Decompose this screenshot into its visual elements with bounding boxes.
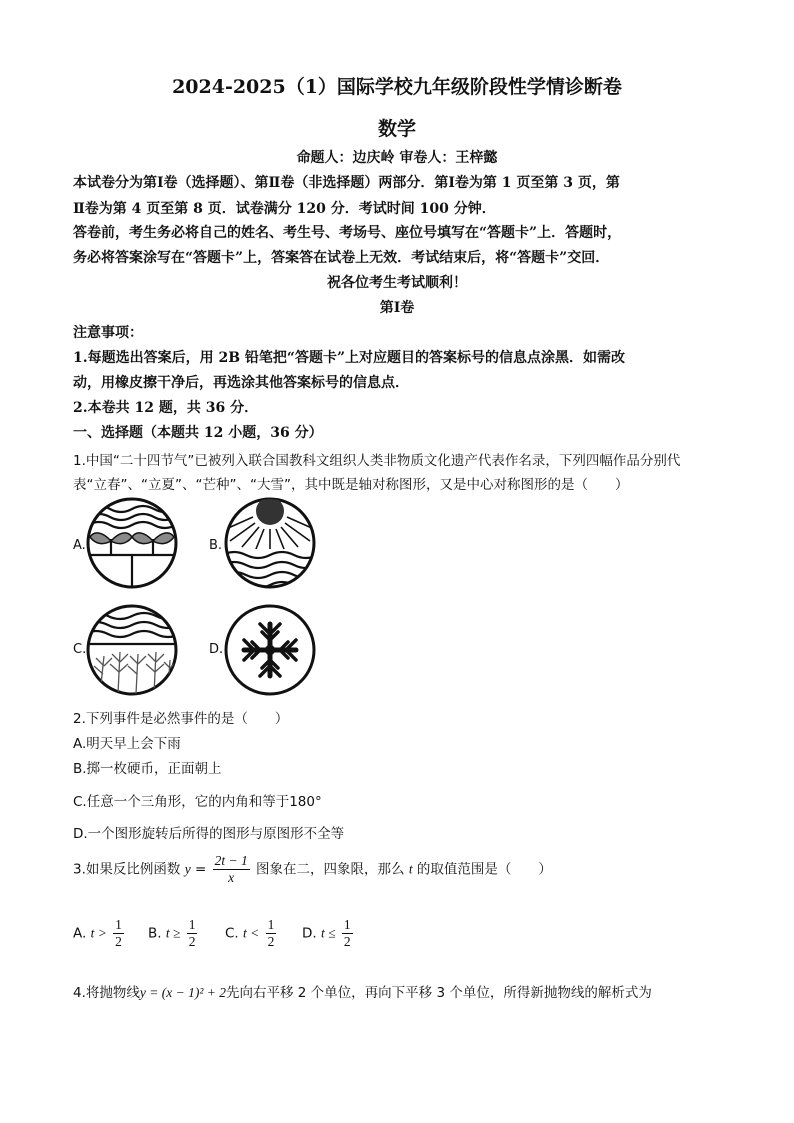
subject-title: 数学 [377,118,416,140]
q3-fraction [213,853,250,886]
q3-option-a-den: 2 [115,934,122,949]
q1-option-d-label: D. [209,642,224,657]
q3-stem-end: 的取值范围是（ ） [416,861,552,878]
section-title: 一、选择题（本题共 12 小题，36 分） [73,425,323,441]
intro-line-4: 务必将答案涂写在“答题卡”上，答案答在试卷上无效．考试结束后，将“答题卡”交回． [73,250,610,266]
q3-option-c [225,917,278,950]
daxue-snowflake-icon [222,602,318,698]
q3-option-b-fraction [187,917,198,950]
lichun-sprout-icon [84,495,180,591]
q3-stem-pre: 3.如果反比例函数 [73,861,181,878]
q3-y-var: y [184,861,191,877]
q2-option-c: C.任意一个三角形，它的内角和等于180° [73,794,322,810]
q3-option-a [73,917,126,950]
q3-option-b-relation: t ≥ [165,925,181,941]
q4-formula: y = (x − 1)² + 2 [139,985,226,1000]
q3-option-c-label: C. [225,925,239,942]
intro-line-3: 答卷前，考生务必将自己的姓名、考生号、考场号、座位号填写在“答题卡”上．答题时， [73,225,622,241]
q3-option-d-den: 2 [343,934,351,949]
intro-line-2: Ⅱ卷为第 4 页至第 8 页．试卷满分 120 分．考试时间 100 分钟． [73,201,496,217]
q1-stem-line-2: 表“立春”、“立夏”、“芒种”、“大雪”，其中既是轴对称图形，又是中心对称图形的是（ ） [73,477,629,493]
exam-title: 2024-2025（1）国际学校九年级阶段性学情诊断卷 [172,76,622,98]
q2-option-d: D.一个图形旋转后所得的图形与原图形不全等 [73,826,345,842]
q3-option-d-num: 1 [343,917,351,932]
q2-stem: 2.下列事件是必然事件的是（ ） [73,711,289,727]
q3-stem-post: 图象在二，四象限，那么 [256,861,405,878]
q1-stem-line-1: 1.中国“二十四节气”已被列入联合国教科文组织人类非物质文化遗产代表作名录，下列四幅作品分别代 [73,453,681,469]
q3-fraction-numerator: 2t − 1 [214,853,248,868]
q3-t-var: t [408,861,413,877]
q3-option-d-label: D. [302,925,317,942]
q3-option-d-relation: t ≤ [320,925,336,941]
q3-option-b-den: 2 [188,934,196,949]
notes-heading: 注意事项： [73,325,143,341]
q3-option-b-label: B. [148,925,162,942]
author-line: 命题人：边庆岭 审卷人：王梓懿 [296,150,498,166]
q3-fraction-denominator: x [228,870,235,885]
q3-option-b [148,917,199,950]
q3-option-c-num: 1 [267,917,275,932]
q2-option-b: B.掷一枚硬币，正面朝上 [73,761,222,777]
q3-option-d [302,917,355,950]
q3-option-a-relation: t > [90,925,107,941]
intro-line-1: 本试卷分为第Ⅰ卷（选择题）、第Ⅱ卷（非选择题）两部分．第Ⅰ卷为第 1 页至第 3 页，第 [73,175,620,191]
q3-option-b-num: 1 [188,917,196,932]
q3-option-a-num: 1 [115,917,122,932]
notes-item-1-line-2: 动，用橡皮擦干净后，再选涂其他答案标号的信息点． [73,375,409,391]
q1-option-b-label: B. [209,538,223,553]
q1-option-a-label: A. [73,538,86,553]
notes-item-1-line-1: 1.每题选出答案后，用 2B 铅笔把“答题卡”上对应题目的答案标号的信息点涂黑．如需改 [73,350,626,366]
q4-stem-pre: 4.将抛物线 [73,985,140,1001]
q3-equals: = [194,861,207,878]
q3-option-c-relation: t < [243,925,260,941]
q2-option-a: A.明天早上会下雨 [73,736,181,752]
q4-stem [73,981,652,1001]
q1-option-c-label: C. [73,642,87,657]
wish-line: 祝各位考生考试顺利！ [327,275,467,291]
mangzhong-grain-icon [84,602,180,698]
q4-stem-post: 先向右平移 2 个单位，再向下平移 3 个单位，所得新抛物线的解析式为 [226,985,652,1001]
volume-title: 第Ⅰ卷 [379,300,415,316]
q3-option-d-fraction [342,917,353,950]
lixia-sun-icon [222,495,318,591]
notes-item-2: 2.本卷共 12 题，共 36 分． [73,400,259,416]
q3-option-a-fraction [113,917,124,950]
q3-stem [73,853,552,886]
q3-option-a-label: A. [73,925,87,942]
q3-option-c-fraction [266,917,277,950]
q3-option-c-den: 2 [267,934,275,949]
